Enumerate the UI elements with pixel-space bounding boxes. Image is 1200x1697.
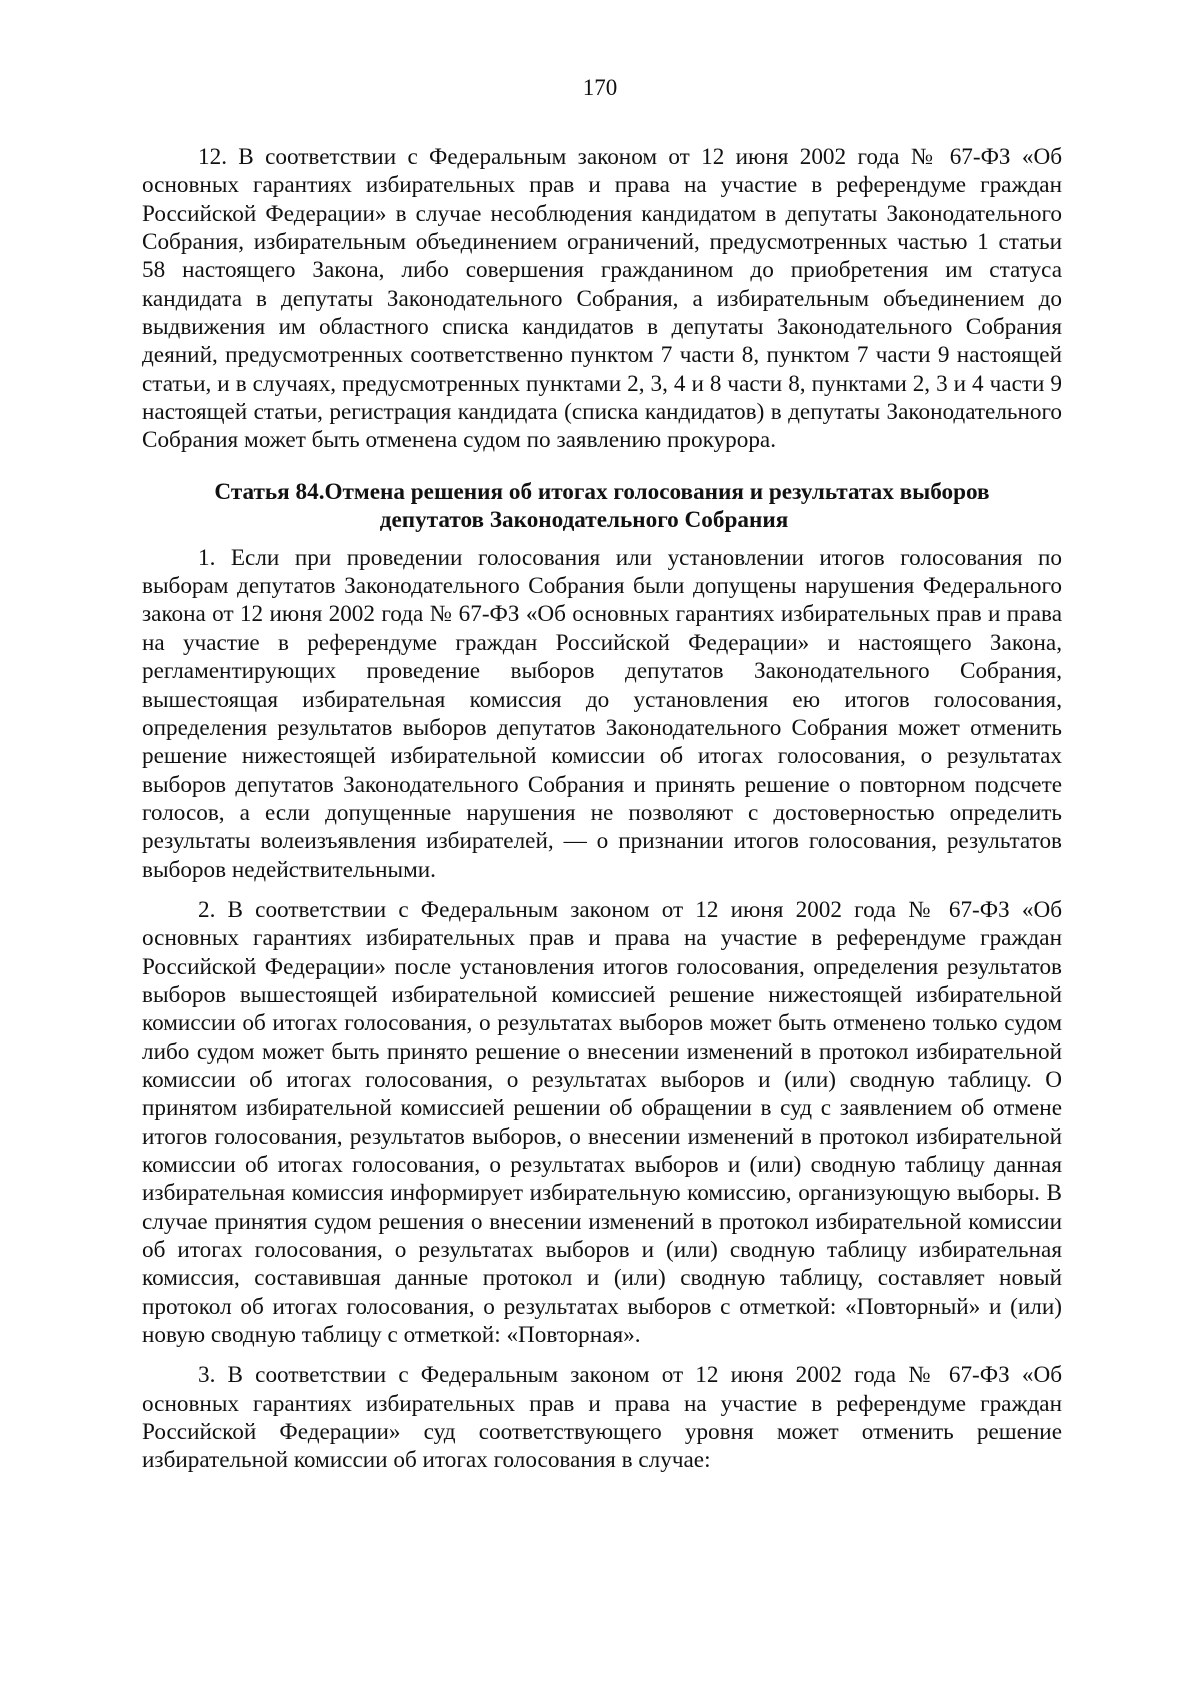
article-paragraph-3: 3. В соответствии с Федеральным законом от 12 июня 2002 года № 67-ФЗ «Об основных гарантиях избирательных прав и права на участие в референдуме граждан Российской Федерации» суд соответствующего уровня может отменить решение избирательной комиссии об итогах голосования в случае: xyxy=(142,1362,1062,1474)
article-heading xyxy=(142,478,1062,534)
article-paragraph-1: 1. Если при проведении голосования или установлении итогов голосования по выборам депутатов Законодательного Собрания были допущены нарушения Федерального закона от 12 июня 2002 года № 67-ФЗ «Об основных гарантиях избирательных прав и права на участие в референдуме граждан Российской Федерации» и настоящего Закона, регламентирующих проведение выборов депутатов Законодательного Собрания, вышестоящая избирательная комиссия до установления ею итогов голосования, определения результатов выборов депутатов Законодательного Собрания может отменить решение нижестоящей избирательной комиссии об итогах голосования, о результатах выборов депутатов Законодательного Собрания и принять решение о повторном подсчете голосов, а если допущенные нарушения не позволяют с достоверностью определить результаты волеизъявления избирателей, — о признании итогов голосования, результатов выборов недействительными. xyxy=(142,544,1062,883)
paragraph-12: 12. В соответствии с Федеральным законом от 12 июня 2002 года № 67-ФЗ «Об основных гарантиях избирательных прав и права на участие в референдуме граждан Российской Федерации» в случае несоблюдения кандидатом в депутаты Законодательного Собрания, избирательным объединением ограничений, предусмотренных частью 1 статьи 58 настоящего Закона, либо совершения гражданином до приобретения им статуса кандидата в депутаты Законодательного Собрания, а избирательным объединением до выдвижения им областного списка кандидатов в депутаты Законодательного Собрания деяний, предусмотренных соответственно пунктом 7 части 8, пунктом 7 части 9 настоящей статьи, и в случаях, предусмотренных пунктами 2, 3, 4 и 8 части 8, пунктами 2, 3 и 4 части 9 настоящей статьи, регистрация кандидата (списка кандидатов) в депутаты Законодательного Собрания может быть отменена судом по заявлению прокурора. xyxy=(142,144,1062,454)
article-title-line-1: Статья 84.Отмена решения об итогах голосования и результатах выборов xyxy=(214,478,990,505)
document-body xyxy=(142,143,1062,1475)
article-title-line-2: депутатов Законодательного Собрания xyxy=(379,506,789,533)
page-number: 170 xyxy=(582,75,618,100)
article-paragraph-2: 2. В соответствии с Федеральным законом от 12 июня 2002 года № 67-ФЗ «Об основных гарантиях избирательных прав и права на участие в референдуме граждан Российской Федерации» после установления итогов голосования, определения результатов выборов вышестоящей избирательной комиссией решение нижестоящей избирательной комиссии об итогах голосования, о результатах выборов может быть отменено только судом либо судом может быть принято решение о внесении изменений в протокол избирательной комиссии об итогах голосования, о результатах выборов и (или) сводную таблицу. О принятом избирательной комиссией решении об обращении в суд с заявлением об отмене итогов голосования, результатов выборов, о внесении изменений в протокол избирательной комиссии об итогах голосования, о результатах выборов и (или) сводную таблицу данная избирательная комиссия информирует избирательную комиссию, организующую выборы. В случае принятия судом решения о внесении изменений в протокол избирательной комиссии об итогах голосования, о результатах выборов и (или) сводную таблицу избирательная комиссия, составившая данные протокол и (или) сводную таблицу, составляет новый протокол об итогах голосования, о результатах выборов с отметкой: «Повторный» и (или) новую сводную таблицу с отметкой: «Повторная». xyxy=(142,896,1062,1349)
